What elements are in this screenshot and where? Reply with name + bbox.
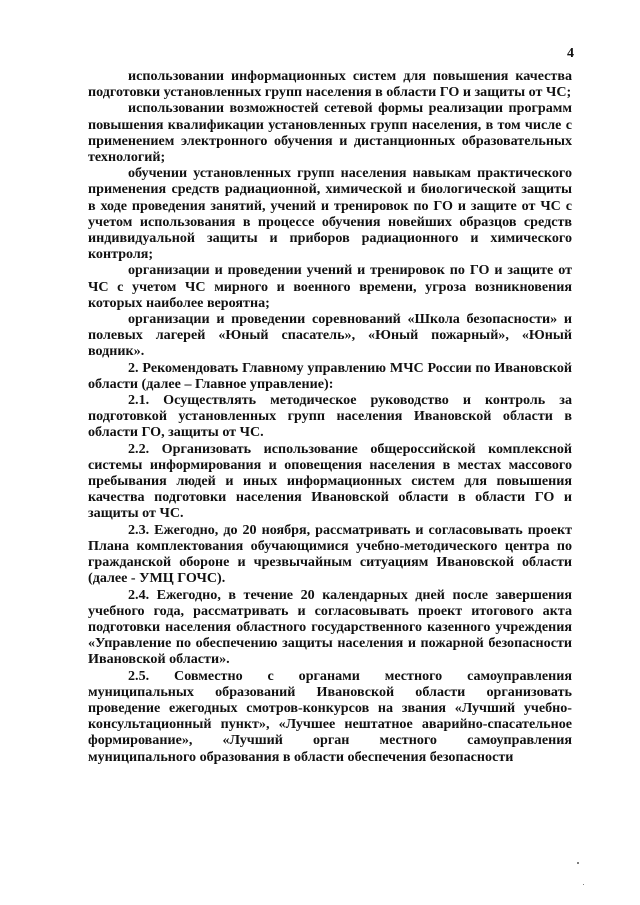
paragraph-item-2-3: 2.3. Ежегодно, до 20 ноября, рассматривать и согласовывать проект Плана комплектования обучающимися учебно-методического центра по гражданской обороне и чрезвычайным ситуациям Ивановской области (далее - УМЦ ГОЧС). (88, 521, 572, 587)
paragraph-competitions: организации и проведении соревнований «Школа безопасности» и полевых лагерей «Юный спасатель», «Юный пожарный», «Юный водник». (88, 311, 572, 360)
document-body (88, 68, 572, 765)
scan-speck (577, 862, 579, 864)
paragraph-item-2-5: 2.5. Совместно с органами местного самоуправления муниципальных образований Ивановской области организовать проведение ежегодных смотров-конкурсов на звания «Лучший учебно-консультационный пункт», «Лучшее нештатное аварийно-спасательное формирование», «Лучший орган местного самоуправления муниципального образования в области обеспечения безопасности (88, 667, 572, 765)
paragraph-info-systems: использовании информационных систем для повышения качества подготовки установленных групп населения в области ГО и защиты от ЧС; (88, 68, 572, 101)
paragraph-item-2-2: 2.2. Организовать использование общероссийской комплексной системы информирования и оповещения населения в местах массового пребывания людей и иных информационных систем для повышения качества подготовки населения Ивановской области в области ГО и защиты от ЧС. (88, 440, 572, 522)
paragraph-network-training: использовании возможностей сетевой формы реализации программ повышения квалификации установленных групп населения, в том числе с применением электронного обучения и дистанционных образовательных технологий; (88, 100, 572, 166)
paragraph-exercises: организации и проведении учений и тренировок по ГО и защите от ЧС с учетом ЧС мирного и военного времени, угроза возникновения которых наиболее вероятна; (88, 262, 572, 311)
paragraph-item-2-1: 2.1. Осуществлять методическое руководство и контроль за подготовкой установленных групп населения Ивановской области в области ГО, защиты от ЧС. (88, 392, 572, 441)
paragraph-protection-training: обучении установленных групп населения навыкам практического применения средств радиационной, химической и биологической защиты в ходе проведения занятий, учений и тренировок по ГО и защите от ЧС с учетом использования в процессе обучения новейших образцов средств индивидуальной защиты и приборов радиационного и химического контроля; (88, 165, 572, 263)
scan-speck (583, 884, 584, 885)
paragraph-item-2: 2. Рекомендовать Главному управлению МЧС России по Ивановской области (далее – Главное управление): (88, 359, 572, 392)
page-number: 4 (567, 46, 574, 61)
paragraph-item-2-4: 2.4. Ежегодно, в течение 20 календарных дней после завершения учебного года, рассматривать и согласовывать проект итогового акта подготовки населения областного государственного казенного учреждения «Управление по обеспечению защиты населения и пожарной безопасности Ивановской области». (88, 586, 572, 668)
